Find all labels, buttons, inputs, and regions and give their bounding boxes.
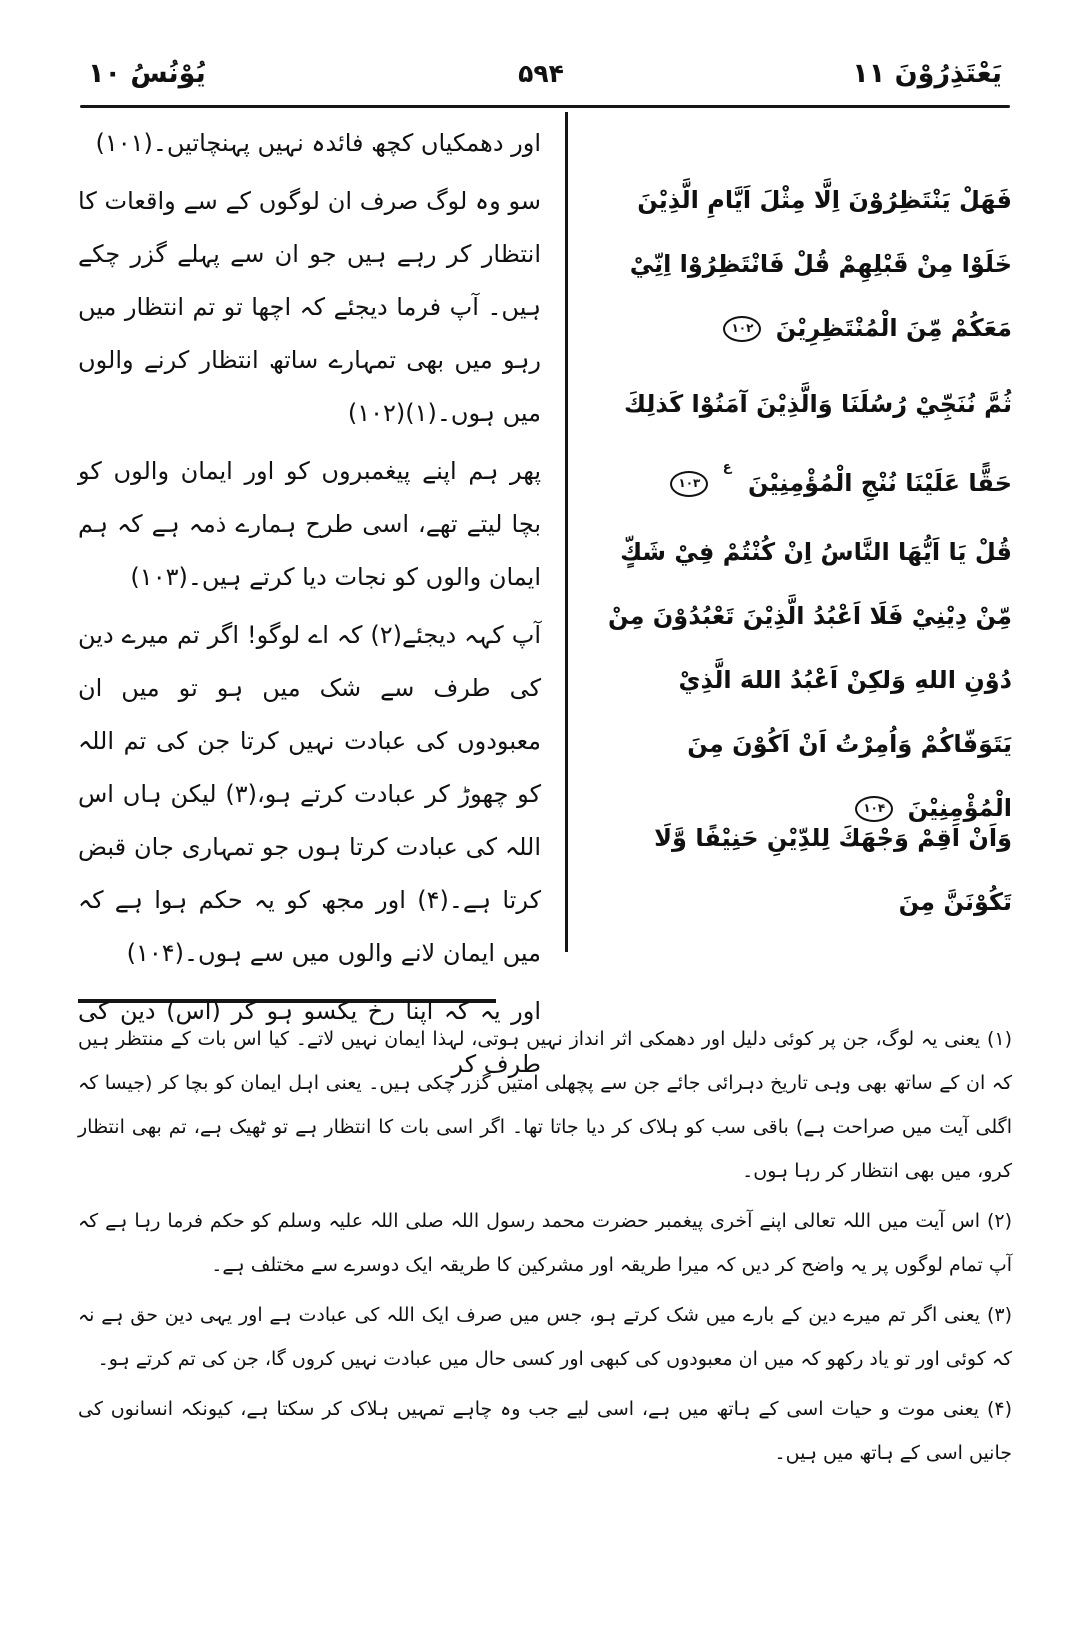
footnote-text: یعنی اگر تم میرے دین کے بارے میں شک کرتے ہو، جس میں صرف ایک اللہ کی عبادت ہے اور یہی دین حق ہے نہ کہ کوئی اور تو یاد رکھو کہ میں ان معبودوں کی کبھی اور کسی حال میں عبادت نہیں کروں گا، جن کی تم کرتے ہو۔ [78,1304,1012,1370]
ayah-number-badge: ۱۰۳ [670,471,708,497]
footnote-text: یعنی موت و حیات اسی کے ہاتھ میں ہے، اسی لیے جب وہ چاہے تمہیں ہلاک کر سکتا ہے، کیونکہ انسانوں کی جانیں اسی کے ہاتھ میں ہیں۔ [78,1398,1012,1464]
ruku-marker: ع [722,460,732,475]
translation-paragraph: پھر ہم اپنے پیغمبروں کو اور ایمان والوں کو بچا لیتے تھے، اسی طرح ہمارے ذمہ ہے کہ ہم ایمان والوں کو نجات دیا کرتے ہیں۔(۱۰۳) [78,457,541,591]
arabic-verses-column [584,108,1012,955]
footnote-item [78,1387,1012,1475]
ayah-number-badge: ۱۰۲ [723,316,761,342]
footnote-item [78,1293,1012,1381]
verse-text: قُلْ يَا اَيُّهَا النَّاسُ اِنْ كُنْتُمْ فِيْ شَكٍّ مِّنْ دِيْنِيْ فَلَا اَعْبُدُ الَّذِيْنَ تَعْبُدُوْنَ مِنْ دُوْنِ اللهِ وَلكِنْ اَعْبُدُ اللهَ الَّذِيْ يَتَوَفّاكُمْ وَاُمِرْتُ اَنْ اَكُوْنَ مِنَ الْمُؤْمِنِيْنَ [607,538,1012,822]
surah-title: یُوْنُسُ ۱۰ [88,58,206,89]
ayah-number-badge: ۱۰۴ [855,796,893,822]
translation-paragraph: آپ کہہ دیجئے(۲) کہ اے لوگو! اگر تم میرے دین کی طرف سے شک میں ہو تو میں ان معبودوں کی عبادت نہیں کرتا جن کی تم اللہ کو چھوڑ کر عبادت کرتے ہو،(۳) لیکن ہاں اس اللہ کی عبادت کرتا ہوں جو تمہاری جان قبض کرتا ہے۔(۴) اور مجھ کو یہ حکم ہوا ہے کہ میں ایمان لانے والوں میں سے ہوں۔(۱۰۴) [78,621,542,967]
footnote-marker: (۴) [986,1398,1013,1420]
page-header [78,58,1012,89]
page-number: ۵۹۴ [518,59,564,88]
verse-text: وَاَنْ اَقِمْ وَجْهَكَ لِلدِّيْنِ حَنِيْفًا وَّلَا تَكُوْنَنَّ مِنَ [654,824,1012,916]
footnote-item [78,1017,1012,1193]
verse-text: ثُمَّ نُنَجِّيْ رُسُلَنَا وَالَّذِيْنَ آمَنُوْا كَذلِكَ حَقًّا عَلَيْنَا نُنْجِ الْمُؤْمِنِيْنَ [624,390,1012,497]
urdu-translation-column [78,108,542,1078]
translation-paragraph: اور یہ کہ اپنا رخ یکسو ہو کر (اس) دین کی طرف کر [78,997,541,1078]
juz-title: یَعْتَذِرُوْنَ ۱۱ [852,58,1002,89]
footnote-item [78,1199,1012,1287]
column-divider [565,112,568,952]
footnote-marker: (۱) [986,1028,1012,1050]
verse-block [584,372,1012,515]
verse-block [584,806,1012,934]
translation-paragraph: اور دھمکیاں کچھ فائدہ نہیں پہنچاتیں۔(۱۰۱) [95,129,541,157]
verse-text: فَهَلْ يَنْتَظِرُوْنَ اِلَّا مِثْلَ اَيَّامِ الَّذِيْنَ خَلَوْا مِنْ قَبْلِهِمْ قُلْ فَانْتَظِرُوْا اِنِّيْ مَعَكُمْ مِّنَ الْمُنْتَظِرِيْنَ [629,186,1012,342]
main-content [78,108,1012,1078]
verse-block [584,168,1012,360]
translation-paragraph: سو وہ لوگ صرف ان لوگوں کے سے واقعات کا انتظار کر رہے ہیں جو ان سے پہلے گزر چکے ہیں۔ آپ فرما دیجئے کہ اچھا تو تم انتظار میں رہو میں بھی تمہارے ساتھ انتظار کرنے والوں میں ہوں۔(۱)(۱۰۲) [78,187,541,427]
verse-block [584,520,1012,840]
footnotes-section [78,1017,1012,1475]
footnote-text: یعنی یہ لوگ، جن پر کوئی دلیل اور دھمکی اثر انداز نہیں ہوتی، لہذا ایمان نہیں لاتے۔ کیا اس بات کے منتظر ہیں کہ ان کے ساتھ بھی وہی تاریخ دہرائی جائے جن سے پچھلی امتیں گزر چکی ہیں۔ یعنی اہل ایمان کو بچا کر (جیسا کہ اگلی آیت میں صراحت ہے) باقی سب کو ہلاک کر دیا جاتا تھا۔ اگر اسی بات کا انتظار ہے تو ٹھیک ہے، تم بھی انتظار کرو، میں بھی انتظار کر رہا ہوں۔ [78,1028,1012,1182]
footnote-marker: (۲) [986,1210,1013,1232]
footnote-text: اس آیت میں اللہ تعالی اپنے آخری پیغمبر حضرت محمد رسول اللہ صلی اللہ علیہ وسلم کو حکم فرما رہا ہے کہ آپ تمام لوگوں پر یہ واضح کر دیں کہ میرا طریقہ اور مشرکین کا طریقہ ایک دوسرے سے مختلف ہے۔ [78,1210,1012,1276]
footnote-marker: (۳) [986,1304,1012,1326]
